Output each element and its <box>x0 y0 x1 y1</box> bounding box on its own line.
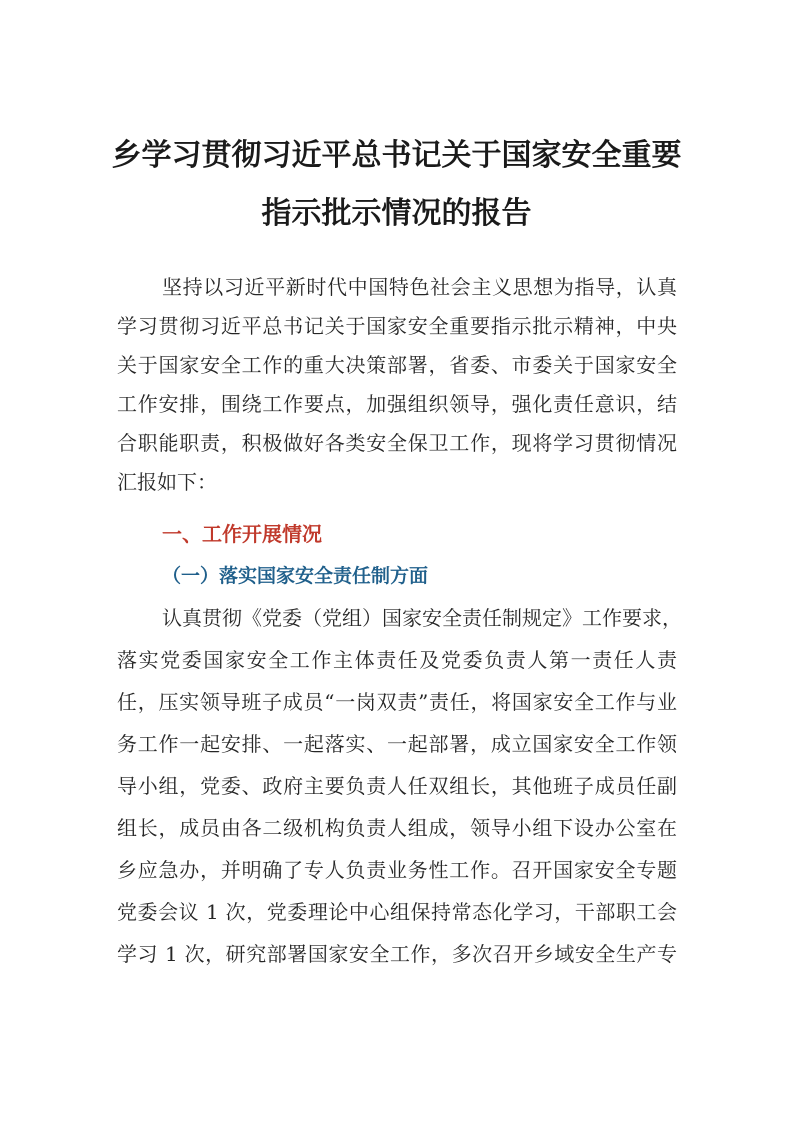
paragraph-line: 务工作一起安排、一起落实、一起部署，成立国家安全工作领 <box>117 732 677 756</box>
document-title-line-2: 指示批示情况的报告 <box>261 196 532 231</box>
paragraph-line: 导小组，党委、政府主要负责人任双组长，其他班子成员任副 <box>117 774 677 798</box>
paragraph-line: 党委会议 1 次，党委理论中心组保持常态化学习，干部职工会 <box>117 900 677 924</box>
paragraph-line: 关于国家安全工作的重大决策部署，省委、市委关于国家安全 <box>117 353 677 377</box>
paragraph-line: 认真贯彻《党委（党组）国家安全责任制规定》工作要求， <box>162 606 682 630</box>
paragraph-line: 汇报如下： <box>117 470 217 494</box>
paragraph-line: 乡应急办，并明确了专人负责业务性工作。召开国家安全专题 <box>117 858 677 882</box>
paragraph-line: 组长，成员由各二级机构负责人组成，领导小组下设办公室在 <box>117 816 677 840</box>
paragraph-line: 学习贯彻习近平总书记关于国家安全重要指示批示精神，中央 <box>117 314 677 338</box>
paragraph-line: 学习 1 次，研究部署国家安全工作，多次召开乡域安全生产专 <box>117 942 677 966</box>
paragraph-line: 任，压实领导班子成员“一岗双责”责任，将国家安全工作与业 <box>117 690 677 714</box>
paragraph-line: 落实党委国家安全工作主体责任及党委负责人第一责任人责 <box>117 648 677 672</box>
document-title-line-1: 乡学习贯彻习近平总书记关于国家安全重要 <box>111 138 682 173</box>
paragraph-line: 坚持以习近平新时代中国特色社会主义思想为指导，认真 <box>162 275 677 299</box>
subsection-heading: （一）落实国家安全责任制方面 <box>162 565 429 587</box>
paragraph-line: 合职能职责，积极做好各类安全保卫工作，现将学习贯彻情况 <box>117 431 677 455</box>
paragraph-line: 工作安排，围绕工作要点，加强组织领导，强化责任意识，结 <box>117 392 677 416</box>
section-heading: 一、工作开展情况 <box>162 522 322 546</box>
